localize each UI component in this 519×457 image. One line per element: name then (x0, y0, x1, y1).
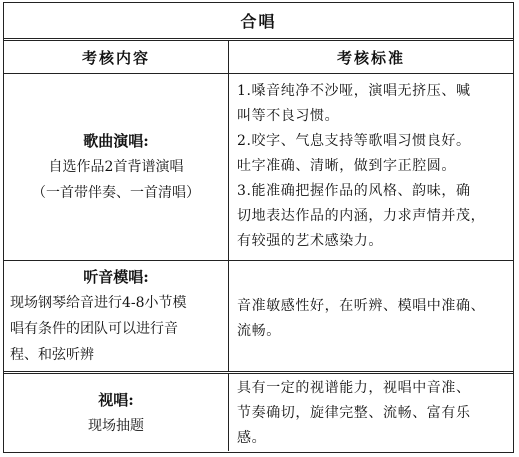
standard-line: 节奏确切，旋律完整、流畅、富有乐 (237, 405, 471, 421)
standard-line: 吐字准确、清晰，做到字正腔圆。 (237, 158, 456, 174)
category-label: 听音模唱: (83, 268, 149, 286)
standard-line: 有较强的艺术感染力。 (237, 233, 383, 249)
standard-line: 1.嗓音纯净不沙哑，演唱无挤压、喊 (237, 83, 471, 99)
standard-cell (229, 374, 513, 451)
detail-line: （一首带伴奏、一首清唱） (32, 185, 200, 201)
table-row (4, 374, 513, 451)
table-header-row (4, 41, 513, 74)
standard-cell (229, 261, 513, 371)
content-cell (4, 261, 229, 371)
category-label: 视唱: (98, 390, 134, 409)
content-cell (4, 74, 229, 260)
standard-line: 2.咬字、气息支持等歌唱习惯良好。 (237, 133, 471, 149)
header-standard (229, 41, 513, 73)
detail-line: 程、和弦听辨 (10, 347, 94, 363)
standard-line: 3.能准确把握作品的风格、韵味，确 (237, 183, 471, 199)
table-row (4, 74, 513, 261)
content-cell (4, 374, 229, 451)
header-content-label: 考核内容 (81, 48, 150, 67)
category-label: 歌曲演唱: (83, 132, 149, 150)
standard-line: 叫等不良习惯。 (237, 108, 340, 124)
standard-line: 感。 (237, 430, 267, 446)
standard-line: 具有一定的视谱能力，视唱中音准、 (237, 380, 471, 396)
standard-line: 音准敏感性好，在听辨、模唱中准确、 (237, 298, 486, 314)
header-standard-label: 考核标准 (336, 48, 405, 67)
header-content (4, 41, 229, 73)
detail-line: 现场钢琴给音进行4-8小节模 (10, 295, 187, 311)
table-title-text: 合唱 (240, 12, 277, 31)
detail-line: 唱有条件的团队可以进行音 (10, 321, 178, 337)
table-row (4, 261, 513, 374)
standard-line: 切地表达作品的内涵，力求声情并茂， (237, 208, 486, 224)
standard-cell (229, 74, 513, 260)
standard-line: 流畅。 (237, 323, 281, 339)
table-title (4, 3, 513, 41)
detail-line: 自选作品2首背谱演唱 (48, 159, 184, 175)
detail-line: 现场抽题 (88, 417, 144, 434)
assessment-table (3, 2, 514, 453)
